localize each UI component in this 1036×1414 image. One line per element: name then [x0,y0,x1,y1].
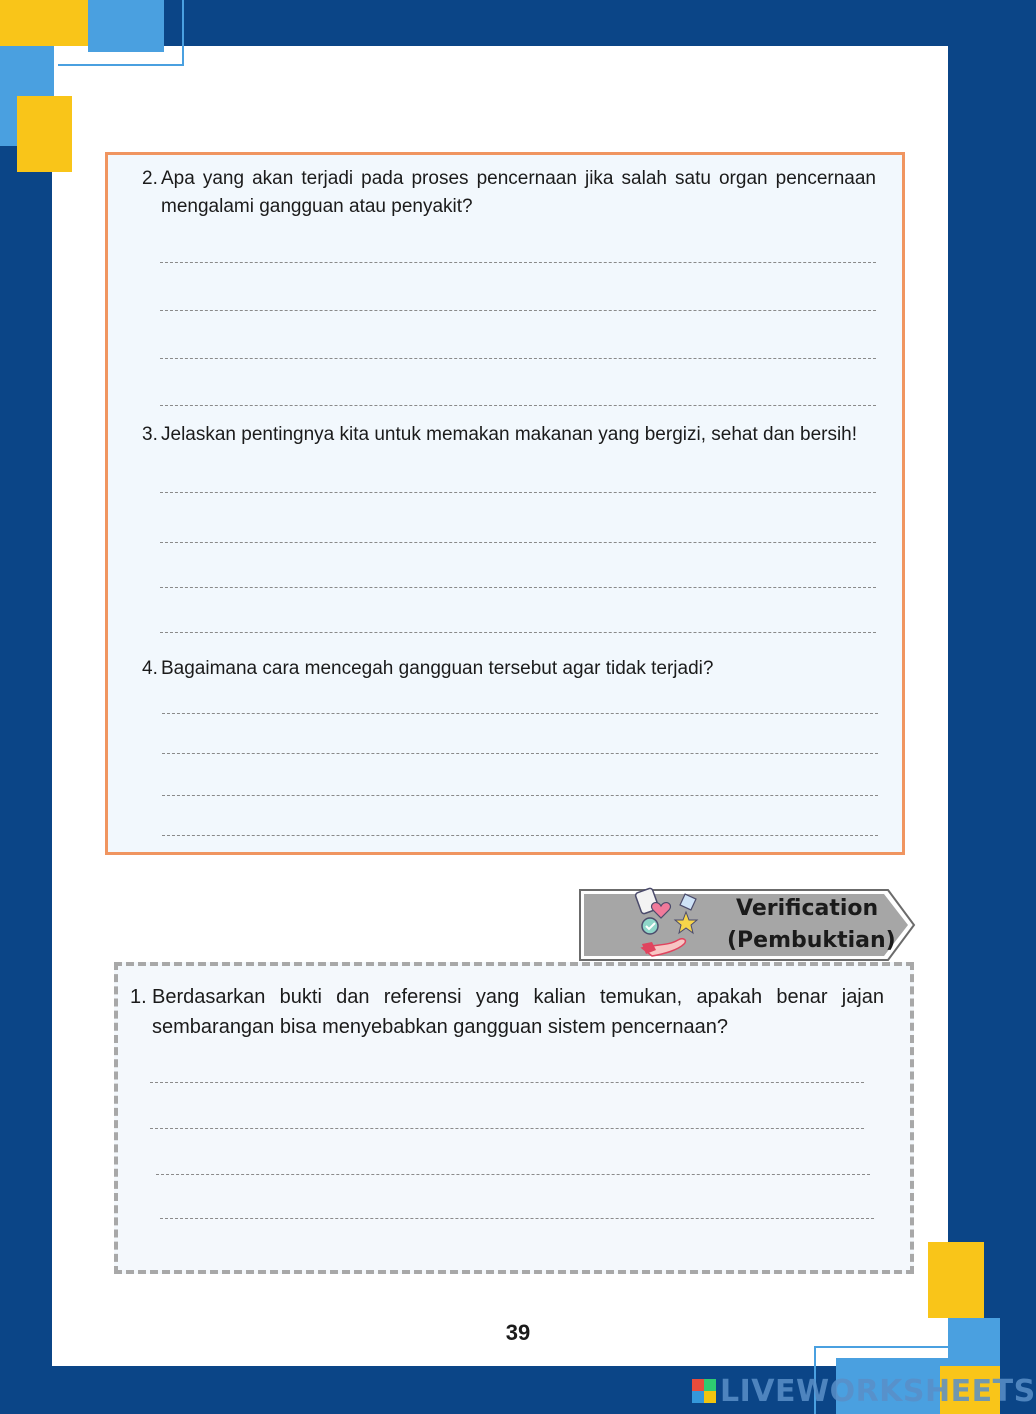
answer-line[interactable] [160,1218,874,1219]
verification-box [114,962,914,1274]
answer-line[interactable] [160,587,876,588]
liveworksheets-logo-icon [692,1379,716,1403]
answer-line[interactable] [160,358,876,359]
answer-line[interactable] [160,262,876,263]
answer-line[interactable] [160,542,876,543]
verification-question-1 [130,982,884,1042]
verification-banner [578,888,916,962]
watermark-text: LIVEWORKSHEETS [720,1373,1036,1409]
question-text: Bagaimana cara mencegah gangguan tersebut agar tidak terjadi? [161,658,714,679]
answer-line[interactable] [160,310,876,311]
question-number: 4. [142,658,158,679]
corner-decoration [17,96,72,172]
question-text: Jelaskan pentingnya kita untuk memakan makanan yang bergizi, sehat dan bersih! [161,424,858,445]
verification-subtitle: (Pembuktian) [727,928,896,953]
corner-decoration [928,1242,984,1318]
answer-line[interactable] [160,405,876,406]
answer-line[interactable] [162,713,878,714]
answer-line[interactable] [160,632,876,633]
questions-box [105,152,905,855]
question-number: 3. [142,424,158,445]
question-number: 2. [142,168,158,189]
answer-line[interactable] [162,835,878,836]
liveworksheets-watermark [692,1374,1036,1408]
question-4 [142,655,876,683]
corner-decoration [58,0,184,66]
verification-title: Verification [736,896,879,921]
answer-line[interactable] [162,795,878,796]
question-2 [142,165,876,221]
page-number: 39 [505,1320,531,1345]
question-number: 1. [130,986,147,1008]
question-text: Apa yang akan terjadi pada proses pencernaan jika salah satu organ pencernaan mengalami gangguan atau penyakit? [161,168,876,217]
answer-line[interactable] [150,1128,864,1129]
question-3 [142,421,876,449]
question-text: Berdasarkan bukti dan referensi yang kalian temukan, apakah benar jajan sembarangan bisa menyebabkan gangguan sistem pencernaan? [152,986,884,1038]
answer-line[interactable] [162,753,878,754]
answer-line[interactable] [150,1082,864,1083]
answer-line[interactable] [160,492,876,493]
answer-line[interactable] [156,1174,870,1175]
